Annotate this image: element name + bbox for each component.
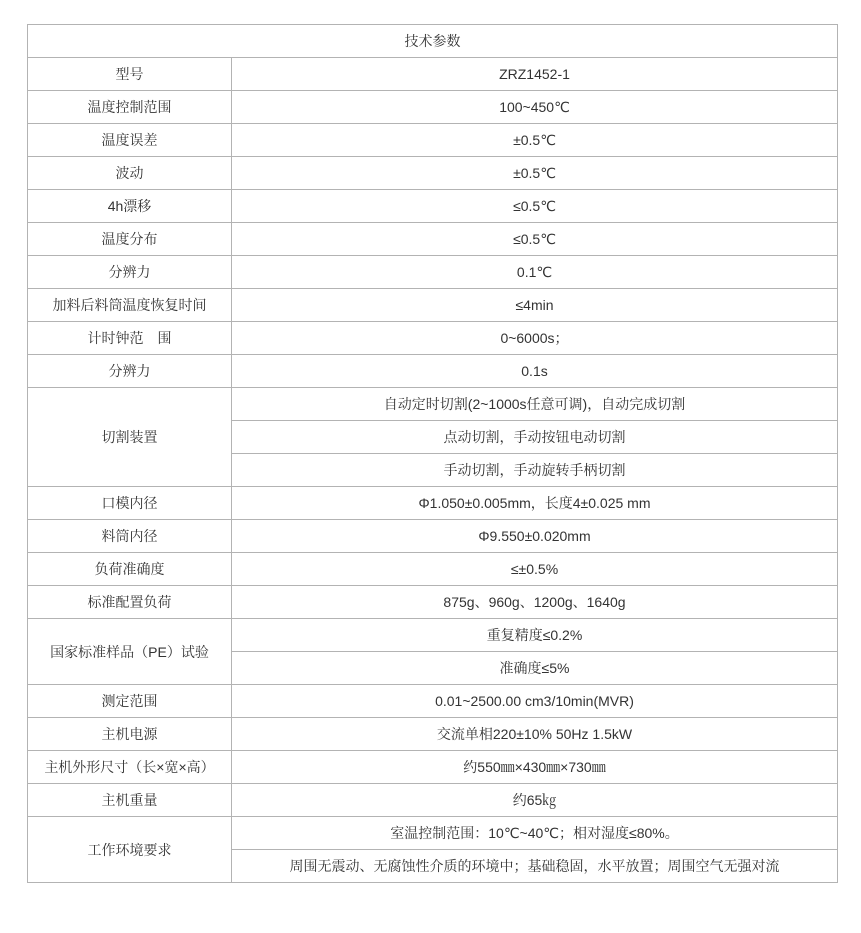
param-label: 工作环境要求 [28, 817, 232, 883]
param-value: Φ9.550±0.020mm [232, 520, 838, 553]
param-value: 交流单相220±10% 50Hz 1.5kW [232, 718, 838, 751]
param-value: 0~6000s； [232, 322, 838, 355]
param-label: 温度控制范围 [28, 91, 232, 124]
param-label: 主机电源 [28, 718, 232, 751]
param-label: 国家标准样品（PE）试验 [28, 619, 232, 685]
param-value: ≤0.5℃ [232, 190, 838, 223]
table-row [28, 124, 838, 157]
param-label: 温度分布 [28, 223, 232, 256]
param-value: ≤0.5℃ [232, 223, 838, 256]
param-label: 切割装置 [28, 388, 232, 487]
param-value: 点动切割，手动按钮电动切割 [232, 421, 838, 454]
table-row [28, 58, 838, 91]
param-value: 室温控制范围：10℃~40℃；相对湿度≤80%。 [232, 817, 838, 850]
table-row [28, 256, 838, 289]
param-label: 口模内径 [28, 487, 232, 520]
table-row [28, 190, 838, 223]
param-label: 4h漂移 [28, 190, 232, 223]
table-row [28, 322, 838, 355]
table-row [28, 685, 838, 718]
table-row [28, 817, 838, 850]
param-value: 约550㎜×430㎜×730㎜ [232, 751, 838, 784]
param-value: ZRZ1452-1 [232, 58, 838, 91]
table-row [28, 718, 838, 751]
table-row [28, 355, 838, 388]
param-value: 0.01~2500.00 cm3/10min(MVR) [232, 685, 838, 718]
param-label: 主机外形尺寸（长×宽×高） [28, 751, 232, 784]
table-row [28, 784, 838, 817]
param-value: 自动定时切割(2~1000s任意可调)，自动完成切割 [232, 388, 838, 421]
param-value: Φ1.050±0.005mm，长度4±0.025 mm [232, 487, 838, 520]
param-value: ≤±0.5% [232, 553, 838, 586]
param-label: 测定范围 [28, 685, 232, 718]
param-label: 分辨力 [28, 256, 232, 289]
table-row [28, 289, 838, 322]
table-title: 技术参数 [28, 25, 838, 58]
table-row [28, 223, 838, 256]
param-value: ±0.5℃ [232, 157, 838, 190]
spec-table [27, 24, 838, 883]
param-value: 手动切割，手动旋转手柄切割 [232, 454, 838, 487]
param-value: 0.1s [232, 355, 838, 388]
table-row [28, 157, 838, 190]
param-label: 波动 [28, 157, 232, 190]
param-label: 料筒内径 [28, 520, 232, 553]
table-row [28, 91, 838, 124]
param-value: 重复精度≤0.2% [232, 619, 838, 652]
param-label: 主机重量 [28, 784, 232, 817]
table-row [28, 388, 838, 421]
param-label: 负荷准确度 [28, 553, 232, 586]
table-row [28, 619, 838, 652]
param-value: 准确度≤5% [232, 652, 838, 685]
table-row [28, 586, 838, 619]
param-value: 100~450℃ [232, 91, 838, 124]
table-row [28, 25, 838, 58]
param-label: 分辨力 [28, 355, 232, 388]
param-value: 875g、960g、1200g、1640g [232, 586, 838, 619]
param-label: 型号 [28, 58, 232, 91]
table-row [28, 487, 838, 520]
param-label: 标准配置负荷 [28, 586, 232, 619]
table-row [28, 553, 838, 586]
param-label: 计时钟范 围 [28, 322, 232, 355]
table-row [28, 520, 838, 553]
param-label: 温度误差 [28, 124, 232, 157]
param-label: 加料后料筒温度恢复时间 [28, 289, 232, 322]
param-value: 约65㎏ [232, 784, 838, 817]
param-value: 0.1℃ [232, 256, 838, 289]
table-row [28, 751, 838, 784]
param-value: ±0.5℃ [232, 124, 838, 157]
param-value: 周围无震动、无腐蚀性介质的环境中；基础稳固，水平放置；周围空气无强对流 [232, 850, 838, 883]
param-value: ≤4min [232, 289, 838, 322]
